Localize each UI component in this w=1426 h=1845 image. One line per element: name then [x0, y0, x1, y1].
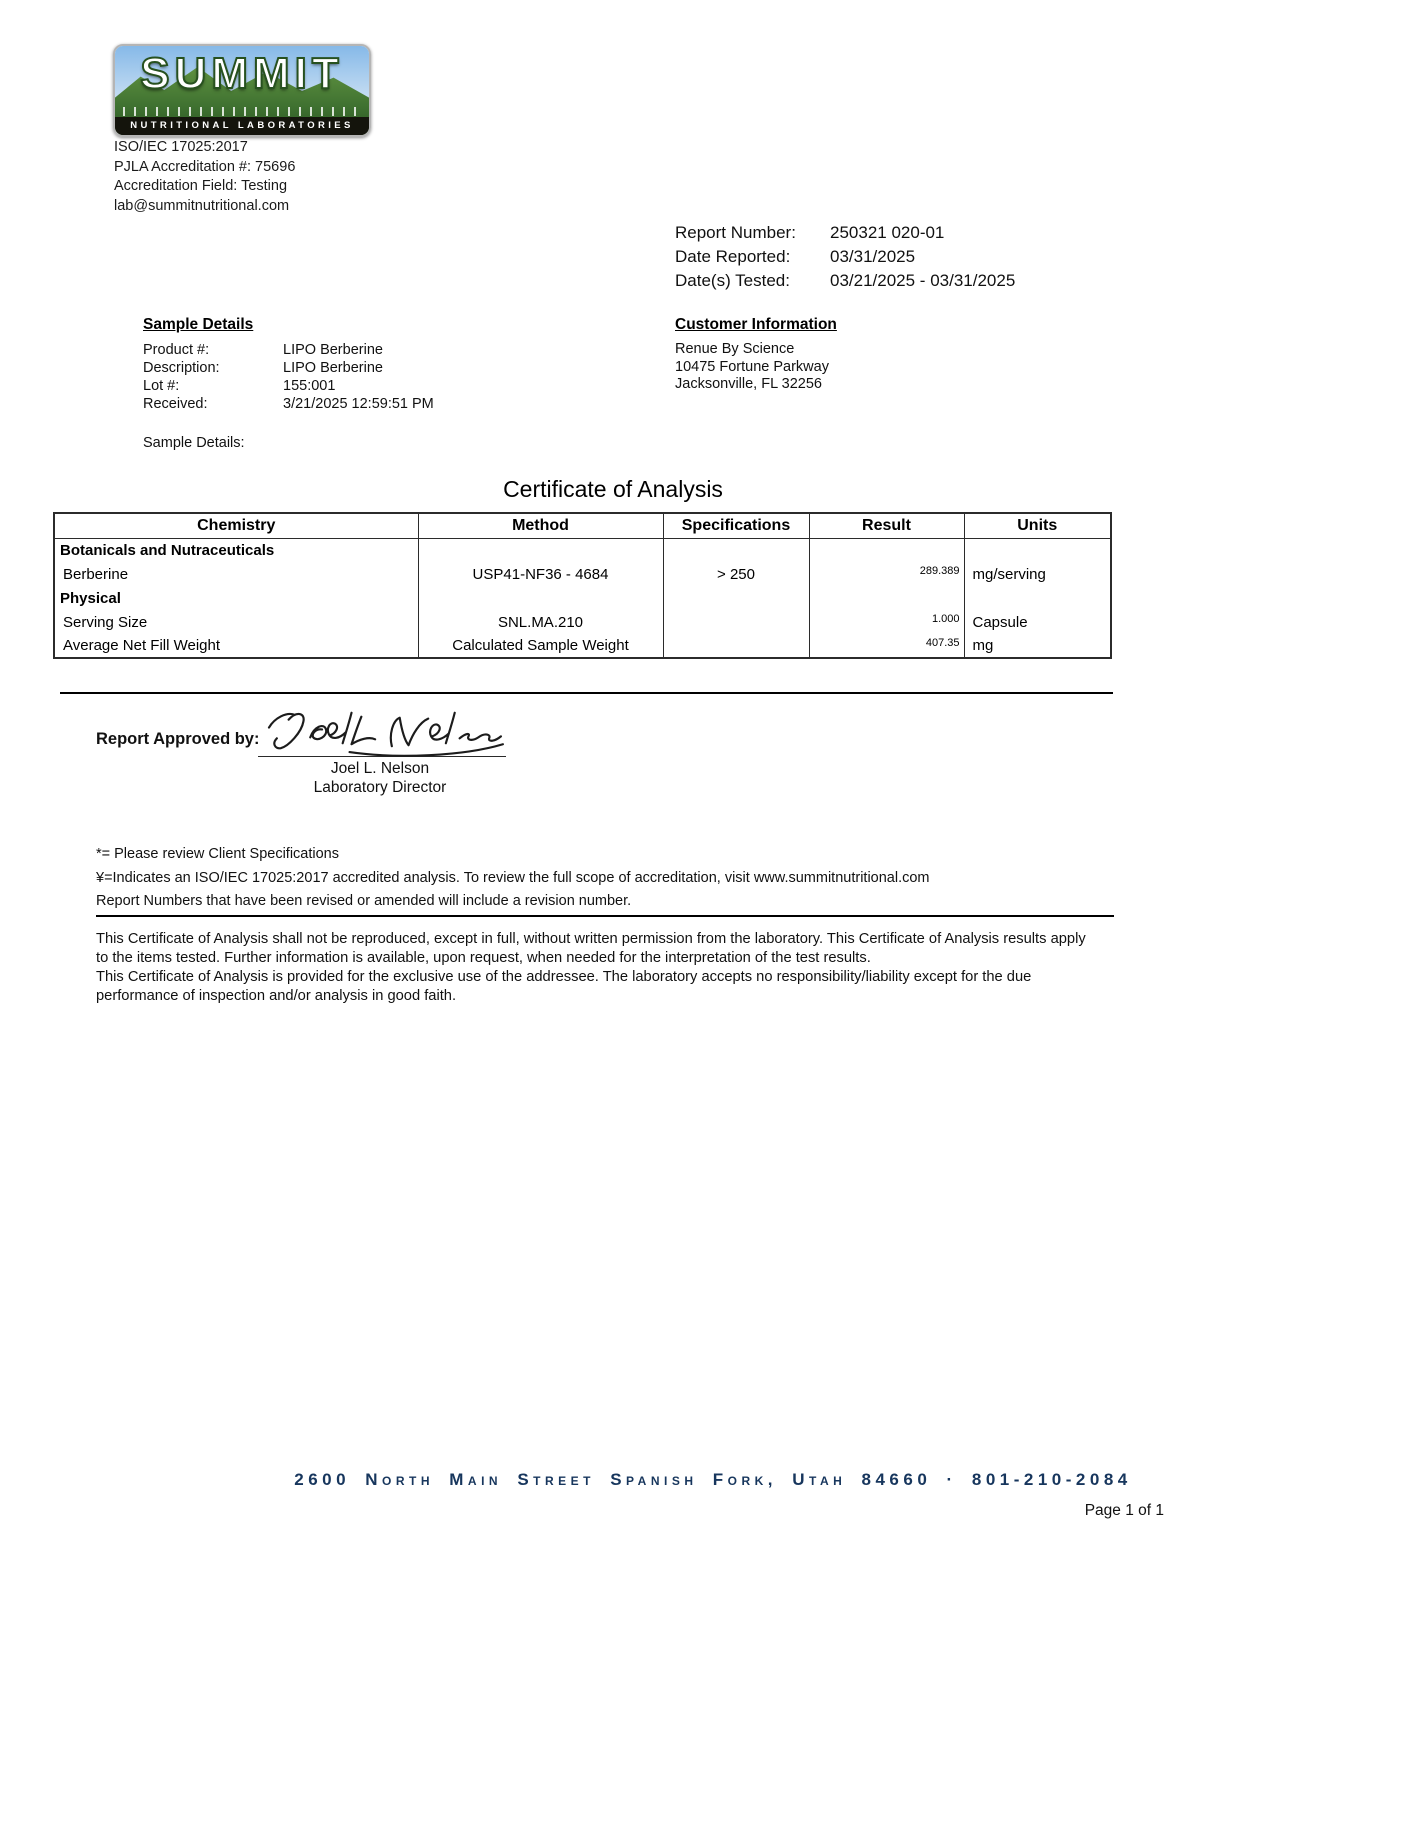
disclaimer-block	[96, 930, 1094, 1006]
analyte-name: Serving Size	[54, 610, 418, 634]
signer-title: Laboratory Director	[313, 779, 447, 796]
lot-number-row	[143, 377, 434, 395]
description-value: LIPO Berberine	[283, 360, 383, 376]
empty-cell	[809, 538, 964, 562]
analyte-result: 1.000	[809, 610, 964, 634]
dates-tested-value: 03/21/2025 - 03/31/2025	[830, 271, 1016, 290]
empty-cell	[964, 586, 1111, 610]
pjla-line: PJLA Accreditation #: 75696	[114, 158, 296, 175]
section-label: Physical	[54, 586, 418, 610]
received-row	[143, 395, 434, 413]
report-approved-by-label: Report Approved by:	[96, 730, 260, 748]
customer-city-state-zip: Jacksonville, FL 32256	[675, 376, 822, 392]
analyte-method: Calculated Sample Weight	[418, 634, 663, 658]
certificate-title: Certificate of Analysis	[503, 476, 723, 502]
field-line: Accreditation Field: Testing	[114, 178, 288, 194]
empty-cell	[809, 586, 964, 610]
received-value: 3/21/2025 12:59:51 PM	[283, 396, 434, 412]
lot-number-value: 155:001	[283, 378, 336, 394]
empty-cell	[663, 586, 809, 610]
received-label: Received:	[143, 396, 208, 412]
empty-cell	[418, 586, 663, 610]
date-reported-row	[675, 245, 1015, 269]
sample-details-block	[143, 316, 434, 413]
footnote-revision-numbers: Report Numbers that have been revised or amended will include a revision number.	[96, 893, 632, 909]
analyte-method: USP41-NF36 - 4684	[418, 562, 663, 586]
footnotes-block	[96, 846, 930, 917]
analyte-name: Berberine	[54, 562, 418, 586]
dates-tested-label: Date(s) Tested:	[675, 271, 790, 290]
divider-rule	[60, 692, 1113, 694]
results-table	[53, 512, 1112, 659]
analyte-result: 407.35	[809, 634, 964, 658]
accreditation-block	[114, 138, 295, 216]
customer-information-heading: Customer Information	[675, 316, 837, 333]
section-row-physical	[54, 586, 1111, 610]
report-number-label: Report Number:	[675, 223, 796, 242]
analyte-name: Average Net Fill Weight	[54, 634, 418, 658]
report-number-value: 250321 020-01	[830, 223, 945, 242]
date-reported-value: 03/31/2025	[830, 247, 916, 266]
customer-street: 10475 Fortune Parkway	[675, 358, 829, 375]
analyte-specification: > 250	[663, 562, 809, 586]
lab-email: lab@summitnutritional.com	[114, 197, 290, 214]
section-label: Botanicals and Nutraceuticals	[54, 538, 418, 562]
signer-name: Joel L. Nelson	[330, 760, 430, 777]
analyte-specification	[663, 634, 809, 658]
col-header-units: Units	[964, 513, 1111, 538]
footnote-accredited-analysis: ¥=Indicates an ISO/IEC 17025:2017 accredited analysis. To review the full scope of accreditation, visit www.summitnutritional.com	[96, 869, 930, 886]
footnote-divider-rule	[96, 915, 1114, 917]
description-row	[143, 359, 434, 377]
analyte-units: mg	[964, 634, 1111, 658]
col-header-chemistry: Chemistry	[54, 513, 418, 538]
empty-cell	[418, 538, 663, 562]
empty-cell	[964, 538, 1111, 562]
lot-number-label: Lot #:	[143, 378, 180, 394]
product-number-label: Product #:	[143, 342, 210, 358]
report-info-block	[675, 221, 1015, 293]
disclaimer-paragraph-1: This Certificate of Analysis shall not be reproduced, except in full, without written permission from the laboratory. This Certificate of Analysis results apply to the items tested. Further information is available, upon request, when needed for the interpretation of the test results.	[96, 931, 1086, 966]
sample-details-heading: Sample Details	[143, 316, 254, 333]
empty-cell	[663, 538, 809, 562]
analyte-row-avg-net-fill-weight	[54, 634, 1111, 658]
customer-information-block	[675, 316, 837, 394]
customer-name: Renue By Science	[675, 341, 795, 357]
section-row-botanicals	[54, 538, 1111, 562]
description-label: Description:	[143, 360, 220, 376]
date-reported-label: Date Reported:	[675, 247, 791, 266]
analyte-units: Capsule	[964, 610, 1111, 634]
table-header-row	[54, 513, 1111, 538]
signature	[258, 700, 506, 757]
iso-line: ISO/IEC 17025:2017	[114, 139, 248, 155]
report-number-row	[675, 221, 1015, 245]
col-header-result: Result	[809, 513, 964, 538]
logo-tagline: NUTRITIONAL LABORATORIES	[115, 117, 369, 135]
analyte-result: 289.389	[809, 562, 964, 586]
col-header-method: Method	[418, 513, 663, 538]
lab-address-footer: 2600 North Main Street Spanish Fork, Utah 84660 · 801-210-2084	[294, 1470, 1132, 1489]
product-number-value: LIPO Berberine	[283, 342, 383, 358]
analyte-row-berberine	[54, 562, 1111, 586]
analyte-row-serving-size	[54, 610, 1111, 634]
footnote-client-specifications: *= Please review Client Specifications	[96, 846, 339, 862]
product-number-row	[143, 341, 434, 359]
analyte-method: SNL.MA.210	[418, 610, 663, 634]
analyte-units: mg/serving	[964, 562, 1111, 586]
signature-scribble-icon	[258, 700, 506, 757]
summit-logo	[113, 44, 371, 137]
sample-details-extra-label: Sample Details:	[143, 435, 245, 451]
analyte-specification	[663, 610, 809, 634]
disclaimer-paragraph-2: This Certificate of Analysis is provided for the exclusive use of the addressee. The laboratory accepts no responsibility/liability except for the due performance of inspection and/or analysis in good faith.	[96, 969, 1032, 1004]
logo-wordmark: SUMMIT	[140, 49, 344, 98]
logo-tick-marks	[123, 107, 361, 116]
page-number: Page 1 of 1	[1084, 1502, 1164, 1519]
col-header-specifications: Specifications	[663, 513, 809, 538]
dates-tested-row	[675, 269, 1015, 293]
